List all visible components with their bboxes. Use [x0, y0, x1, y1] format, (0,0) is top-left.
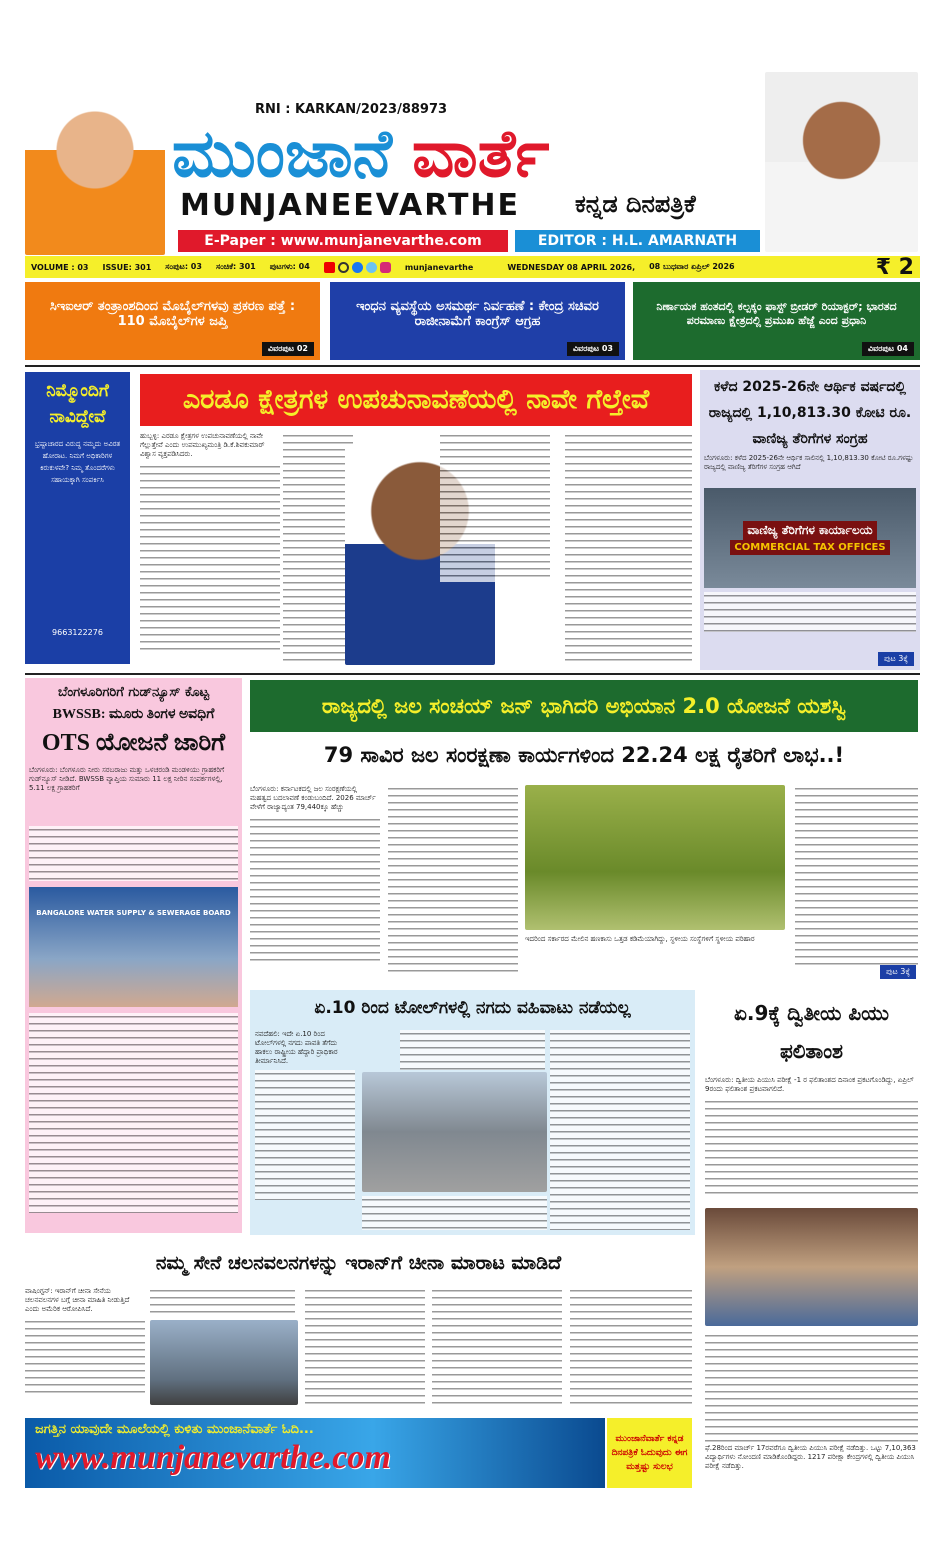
board-sign: BANGALORE WATER SUPPLY & SEWERAGE BOARD — [36, 909, 231, 917]
issue: ISSUE: 301 — [102, 262, 152, 272]
swamiji-photo — [25, 80, 165, 255]
instagram-icon[interactable] — [380, 262, 391, 273]
sidebar-ad — [25, 372, 130, 664]
water-headline: ರಾಜ್ಯದಲ್ಲಿ ಜಲ ಸಂಚಯ್ ಜನ್ ಭಾಗಿದರಿ ಅಭಿಯಾನ 2.0 ಯೋಜನೆ ಯಶಸ್ವಿ — [250, 680, 918, 732]
puc-photo — [705, 1208, 918, 1326]
text-lines — [29, 1013, 238, 1213]
china-body-col2 — [150, 1287, 295, 1317]
water-body — [250, 785, 380, 975]
text-lines — [29, 826, 238, 881]
date-english: WEDNESDAY 08 APRIL 2026, — [507, 262, 636, 272]
continued-label: ಪುಟ 3ಕ್ಕೆ — [880, 965, 916, 979]
text-lines — [25, 1318, 145, 1398]
tax-office-photo — [704, 488, 916, 588]
bwssb-story — [25, 678, 242, 1233]
water-body-col4 — [795, 785, 918, 965]
info-strip — [25, 256, 920, 278]
leader-photo — [765, 72, 918, 252]
editor-bar: EDITOR : H.L. AMARNATH — [515, 230, 760, 252]
china-body-col4 — [432, 1287, 562, 1405]
volume: VOLUME : 03 — [31, 262, 89, 272]
bwssb-line3: OTS ಯೋಜನೆ ಜಾರಿಗೆ — [41, 730, 226, 756]
logo — [172, 110, 762, 198]
divider — [25, 365, 920, 367]
rni-number: RNI : KARKAN/2023/88973 — [255, 102, 448, 117]
sign-kannada: ವಾಣಿಜ್ಯ ತೆರಿಗೆಗಳ ಕಾರ್ಯಾಲಯ — [743, 521, 876, 540]
tagline: ಕನ್ನಡ ದಿನಪತ್ರಿಕೆ — [575, 190, 696, 218]
price: ₹ 2 — [875, 254, 914, 280]
water-body-col2 — [388, 785, 518, 975]
text-lines — [705, 1098, 918, 1198]
china-body-col3 — [305, 1287, 425, 1405]
puc-body-col2 — [705, 1332, 918, 1442]
teaser-2[interactable] — [330, 282, 625, 360]
facebook-icon[interactable] — [352, 262, 363, 273]
teaser-text: ಸಿಇಐಆರ್ ತಂತ್ರಾಂಶದಿಂದ ಮೊಬೈಲ್‌ಗಳವು ಪ್ರಕರಣ ಪತ್ತೆ : 110 ಮೊಬೈಲ್‌ಗಳ ಜಪ್ತಿ — [49, 299, 296, 329]
website-banner[interactable] — [25, 1418, 605, 1488]
water-body-text: ಬೆಂಗಳೂರು: ಕರ್ನಾಟಕದಲ್ಲಿ ಜಲ ಸಂರಕ್ಷಣೆಯಲ್ಲಿ ಮಹತ್ವದ ಬದಲಾವಣೆ ಕಂಡುಬಂದಿದೆ. 2026 ಮಾರ್ಚ್ ವೇಳೆಗೆ ರಾಜ್ಯಾದ್ಯಂತ 79,440ಕ್ಕೂ ಹೆಚ್ಚು — [250, 785, 376, 811]
epaper-link[interactable]: E-Paper : www.munjanevarthe.com — [178, 230, 508, 252]
lead-body — [140, 432, 280, 664]
banner-line1: ಜಗತ್ತಿನ ಯಾವುದೇ ಮೂಲೆಯಲ್ಲಿ ಕುಳಿತು ಮುಂಜಾನೆವಾರ್ತೆ ಓದಿ... — [35, 1422, 314, 1437]
water-photo — [525, 785, 785, 930]
toll-body — [255, 1030, 355, 1230]
toll-body-bottom — [362, 1196, 547, 1230]
water-subheadline: 79 ಸಾವಿರ ಜಲ ಸಂರಕ್ಷಣಾ ಕಾರ್ಯಗಳಿಂದ 22.24 ಲಕ್ಷ ರೈತರಿಗೆ ಲಾಭ..! — [323, 742, 845, 767]
teaser-page: ವಿವರಪುಟ 04 — [862, 342, 914, 356]
tax-story — [700, 370, 920, 670]
sign-english: COMMERCIAL TAX OFFICES — [730, 540, 889, 555]
teaser-1[interactable] — [25, 282, 320, 360]
tax-headline: ಕಳೆದ 2025-26ನೇ ಆರ್ಥಿಕ ವರ್ಷದಲ್ಲಿ ರಾಜ್ಯದಲ್ಲಿ 1,10,813.30 ಕೋಟಿ ರೂ. ವಾಣಿಜ್ಯ ತೆರಿಗೆಗಳ ಸಂಗ್ರಹ — [708, 379, 912, 447]
bwssb-line1: ಬೆಂಗಳೂರಿಗರಿಗೆ ಗುಡ್‌ನ್ಯೂಸ್ ಕೊಟ್ಟ — [57, 685, 210, 700]
teaser-text: ಇಂಧನ ವ್ಯವಸ್ಥೆಯ ಅಸಮರ್ಥ ನಿರ್ವಹಣೆ : ಕೇಂದ್ರ ಸಚಿವರ ರಾಜೀನಾಮೆಗೆ ಕಾಂಗ್ರೆಸ್ ಆಗ್ರಹ — [356, 299, 599, 329]
sidebar-ad-phone: 9663122276 — [52, 628, 103, 637]
banner-url[interactable]: www.munjanevarthe.com — [35, 1439, 391, 1476]
teaser-text: ನಿರ್ಣಾಯಕ ಹಂತದಲ್ಲಿ ಕಲ್ಪಕ್ಕಂ ಫಾಸ್ಟ್ ಬ್ರೀಡರ್ ರಿಯಾಕ್ಟರ್; ಭಾರತದ ಪರಮಾಣು ಕ್ಷೇತ್ರದಲ್ಲಿ ಪ್ರಮುಖ ಹೆಜ್ಜೆ ಎಂದ ಪ್ರಧಾನಿ — [656, 300, 897, 327]
toll-photo — [362, 1072, 547, 1192]
english-name: MUNJANEEVARTHE — [180, 188, 521, 223]
continued-label: ಪುಟ 3ಕ್ಕೆ — [878, 652, 914, 666]
china-headline: ನಮ್ಮ ಸೇನೆ ಚಲನವಲನಗಳನ್ನು ಇರಾನ್‌ಗೆ ಚೀನಾ ಮಾರಾಟ ಮಾಡಿದೆ — [155, 1252, 562, 1274]
pages: ಪುಟಗಳು: 04 — [269, 262, 310, 271]
teaser-page: ವಿವರಪುಟ 03 — [567, 342, 619, 356]
bwssb-photo — [29, 887, 238, 1007]
twitter-icon[interactable] — [366, 262, 377, 273]
banner-side: ಮುಂಜಾನೆವಾರ್ತೆ ಕನ್ನಡ ದಿನಪತ್ರಿಕೆ ಓದುವುದು ಈಗ ಮತ್ತಷ್ಟು ಸುಲಭ — [607, 1418, 692, 1488]
text-lines — [704, 592, 916, 632]
logo-right: ವಾರ್ತೆ — [411, 115, 550, 192]
sidebar-ad-title: ನಿಮ್ಮೊಂದಿಗೆ ನಾವಿದ್ದೇವೆ — [46, 381, 109, 427]
sidebar-ad-text: ಭ್ರಷ್ಟಾಚಾರದ ವಿರುದ್ಧ ನಮ್ಮದು ಅವಿರತ ಹೋರಾಟ. ನಿಮಗೆ ಅಧಿಕಾರಿಗಳ ಕಿರುಕುಳವೇ? ನಿಮ್ಮ ತೊಂದರೆಗಳು ಸಹಾಯಕ್ಕಾಗಿ ಸಂಪರ್ಕಿಸಿ — [34, 440, 121, 484]
logo-left: ಮುಂಜಾನೆ — [172, 115, 392, 192]
social-icons — [324, 262, 391, 273]
text-lines — [255, 1070, 355, 1200]
water-caption: ಇದರಿಂದ ಸರ್ಕಾರದ ಮೇಲಿನ ಹಣಕಾಸು ಒತ್ತಡ ಕಡಿಮೆಯಾಗಿದ್ದು, ಸ್ಥಳೀಯ ಸಂಸ್ಥೆಗಳಿಗೆ ಸ್ಥಳೀಯ ಪರಿಹಾರ — [525, 935, 755, 943]
teaser-page: ವಿವರಪುಟ 02 — [262, 342, 314, 356]
teaser-3[interactable] — [633, 282, 920, 360]
toll-body-col3 — [550, 1030, 690, 1230]
puc-headline: ಏ.9ಕ್ಕೆ ದ್ವಿತೀಯ ಪಿಯು ಫಲಿತಾಂಶ — [734, 1001, 889, 1063]
lead-body-col3 — [440, 432, 550, 582]
china-body — [25, 1287, 145, 1405]
tax-body: ಬೆಂಗಳೂರು: ಕಳೆದ 2025-26ನೇ ಆರ್ಥಿಕ ಸಾಲಿನಲ್ಲಿ 1,10,813.30 ಕೋಟಿ ರೂ.ಗಳಷ್ಟು ರಾಜ್ಯದಲ್ಲಿ ವಾಣಿಜ್ಯ ತೆರಿಗೆಗಳ ಸಂಗ್ರಹ ಆಗಿದೆ — [704, 454, 914, 471]
puc-body2: ಫೆ.28ರಿಂದ ಮಾರ್ಚ್ 17ರವರೆಗೂ ದ್ವಿತೀಯ ಪಿಯುಸಿ ಪರೀಕ್ಷೆ ನಡೆದಿತ್ತು. ಒಟ್ಟು 7,10,363 ವಿದ್ಯಾರ್ಥಿಗಳು ನೋಂದಣಿ ಮಾಡಿಕೊಂಡಿದ್ದರು. 1217 ಪರೀಕ್ಷಾ ಕೇಂದ್ರಗಳಲ್ಲಿ ದ್ವಿತೀಯ ಪಿಯುಸಿ ಪರೀಕ್ಷೆ ನಡೆದಿತ್ತು. — [705, 1444, 916, 1470]
youtube-icon[interactable] — [324, 262, 335, 273]
samputa: ಸಂಪುಟ: 03 — [165, 262, 202, 271]
text-lines — [250, 816, 380, 966]
bwssb-body: ಬೆಂಗಳೂರು: ಬೆಂಗಳೂರು ನೀರು ಸರಬರಾಜು ಮತ್ತು ಒಳಚರಂಡಿ ಮಂಡಳಿಯು ಗ್ರಾಹಕರಿಗೆ ಗುಡ್‌ನ್ಯೂಸ್ ನೀಡಿದೆ. BWSSB ವ್ಯಾಪ್ತಿಯ ಸುಮಾರು 11 ಲಕ್ಷ ನೀರಿನ ಸಂಪರ್ಕಗಳಲ್ಲಿ, 5.11 ಲಕ್ಷ ಗ್ರಾಹಕರಿಗೆ — [29, 766, 225, 792]
china-body-text: ವಾಷಿಂಗ್ಟನ್: ಇರಾನ್‌ಗೆ ಚೀನಾ ಸೇನೆಯ ಚಲನವಲನಗಳ ಬಗ್ಗೆ ಚೀನಾ ಮಾಹಿತಿ ನೀಡುತ್ತಿದೆ ಎಂದು ಅಮೆರಿಕ ಆರೋಪಿಸಿದೆ. — [25, 1287, 130, 1313]
divider — [25, 673, 920, 675]
puc-body — [705, 1076, 918, 1204]
sanchike: ಸಂಚಿಕೆ: 301 — [215, 262, 256, 271]
lead-body-col2 — [283, 432, 353, 664]
lead-body-col4 — [565, 432, 692, 664]
puc-body-text: ಬೆಂಗಳೂರು: ದ್ವಿತೀಯ ಪಿಯುಸಿ ಪರೀಕ್ಷೆ -1 ರ ಫಲಿತಾಂಶದ ದಿನಾಂಕ ಪ್ರಕಟಗೊಂಡಿದ್ದು, ಏಪ್ರಿಲ್ 9ರಂದು ಫಲಿತಾಂಶ ಪ್ರಕಟವಾಗಲಿದೆ. — [705, 1076, 914, 1093]
toll-body-text: ನವದೆಹಲಿ: ಇದೇ ಏ.10 ರಿಂದ ಟೋಲ್‌ಗಳಲ್ಲಿ ನಗದು ಪಾವತಿ ತೆಗೆದು ಹಾಕಲು ರಾಷ್ಟ್ರೀಯ ಹೆದ್ದಾರಿ ಪ್ರಾಧಿಕಾರ ತೀರ್ಮಾನಿಸಿದೆ. — [255, 1030, 338, 1065]
globe-icon[interactable] — [338, 262, 349, 273]
social-handle: munjanevarthe — [404, 262, 474, 272]
military-photo — [150, 1320, 298, 1405]
toll-body-col2 — [400, 1030, 545, 1070]
toll-headline: ಏ.10 ರಿಂದ ಟೋಲ್‌ಗಳಲ್ಲಿ ನಗದು ವಹಿವಾಟು ನಡೆಯಲ್ಲ — [314, 998, 631, 1018]
text-lines — [140, 463, 280, 653]
date-kannada: 08 ಬುಧವಾರ ಏಪ್ರಿಲ್ 2026 — [649, 262, 735, 271]
lead-headline: ಎರಡೂ ಕ್ಷೇತ್ರಗಳ ಉಪಚುನಾವಣೆಯಲ್ಲಿ ನಾವೇ ಗೆಲ್ತೇವೆ — [140, 374, 692, 426]
china-body-col5 — [570, 1287, 692, 1405]
bwssb-line2: BWSSB: ಮೂರು ತಿಂಗಳ ಅವಧಿಗೆ — [52, 707, 215, 722]
lead-body-text: ಹುಬ್ಬಳ್ಳಿ: ಎರಡೂ ಕ್ಷೇತ್ರಗಳ ಉಪಚುನಾವಣೆಯಲ್ಲಿ ನಾವೇ ಗೆಲ್ಲುತ್ತೇವೆ ಎಂದು ಉಪಮುಖ್ಯಮಂತ್ರಿ ಡಿ.ಕೆ.ಶಿವಕುಮಾರ್ ವಿಶ್ವಾಸ ವ್ಯಕ್ತಪಡಿಸಿದರು. — [140, 432, 265, 458]
